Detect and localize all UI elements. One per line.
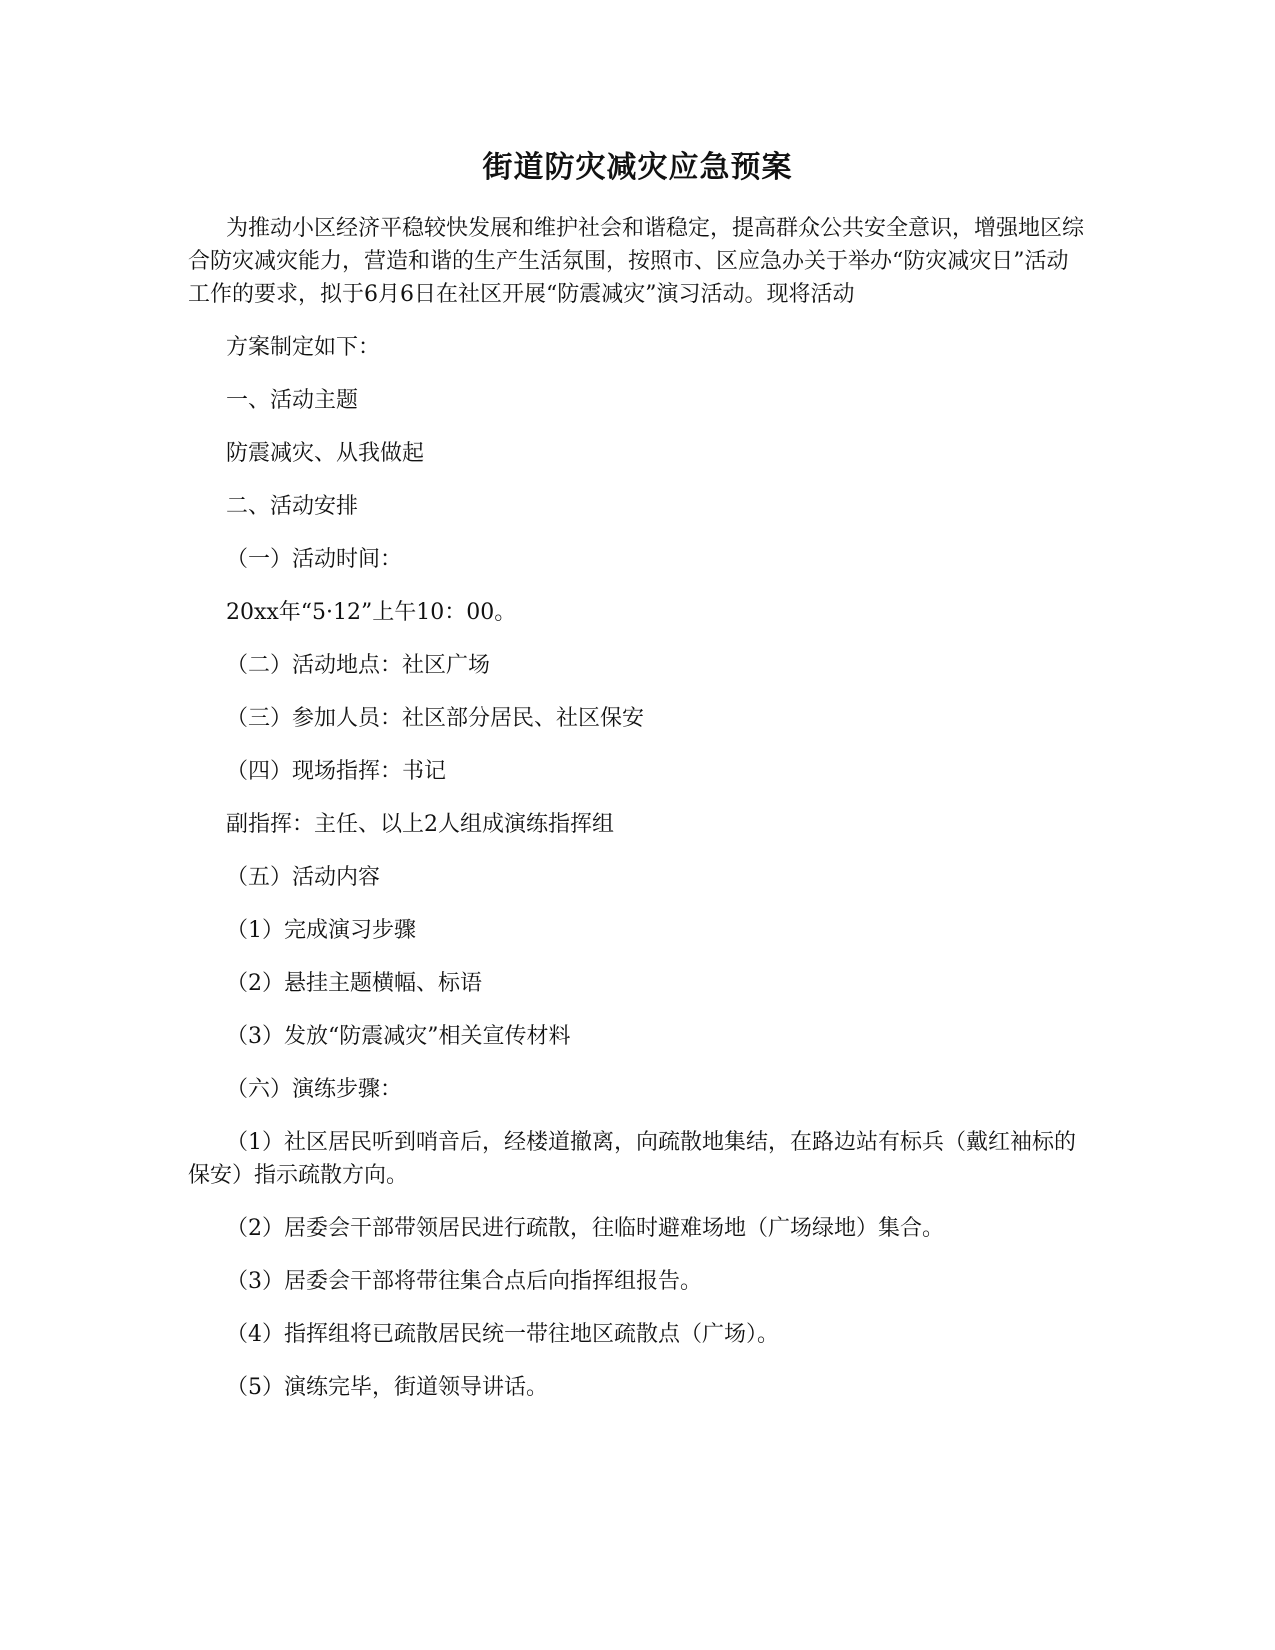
drill-step-2: （2）居委会干部带领居民进行疏散，往临时避难场地（广场绿地）集合。 <box>226 1216 944 1241</box>
drill-step-1: （1）社区居民听到哨音后，经楼道撤离，向疏散地集结，在路边站有标兵（戴红袖标的保安）指示疏散方向。 <box>188 1130 1076 1188</box>
activity-time-label: （一）活动时间： <box>226 547 403 572</box>
content-item-3: （3）发放“防震减灾”相关宣传材料 <box>226 1024 571 1049</box>
drill-step-3: （3）居委会干部将带往集合点后向指挥组报告。 <box>226 1269 702 1294</box>
drill-steps-heading: （六）演练步骤： <box>226 1077 403 1102</box>
participants: （三）参加人员：社区部分居民、社区保安 <box>226 706 645 731</box>
document-body <box>188 212 1086 1424</box>
drill-step-5: （5）演练完毕，街道领导讲话。 <box>226 1375 548 1400</box>
activity-content-heading: （五）活动内容 <box>226 865 381 890</box>
plan-intro-line: 方案制定如下： <box>226 335 381 360</box>
on-site-commander: （四）现场指挥：书记 <box>226 759 447 784</box>
document-title: 街道防灾减灾应急预案 <box>482 150 793 185</box>
deputy-commander: 副指挥：主任、以上2人组成演练指挥组 <box>226 812 614 837</box>
activity-time-value: 20xx年“5·12”上午10：00。 <box>226 600 517 625</box>
theme-text: 防震减灾、从我做起 <box>226 441 425 466</box>
section-heading-theme: 一、活动主题 <box>226 388 359 413</box>
section-heading-arrangement: 二、活动安排 <box>226 494 359 519</box>
content-item-2: （2）悬挂主题横幅、标语 <box>226 971 482 996</box>
activity-location: （二）活动地点：社区广场 <box>226 653 491 678</box>
drill-step-4: （4）指挥组将已疏散居民统一带往地区疏散点（广场）。 <box>226 1322 779 1347</box>
content-item-1: （1）完成演习步骤 <box>226 918 416 943</box>
intro-paragraph: 为推动小区经济平稳较快发展和维护社会和谐稳定，提高群众公共安全意识，增强地区综合防灾减灾能力，营造和谐的生产生活氛围，按照市、区应急办关于举办“防灾减灾日”活动工作的要求，拟于6月6日在社区开展“防震减灾”演习活动。现将活动 <box>188 216 1085 307</box>
